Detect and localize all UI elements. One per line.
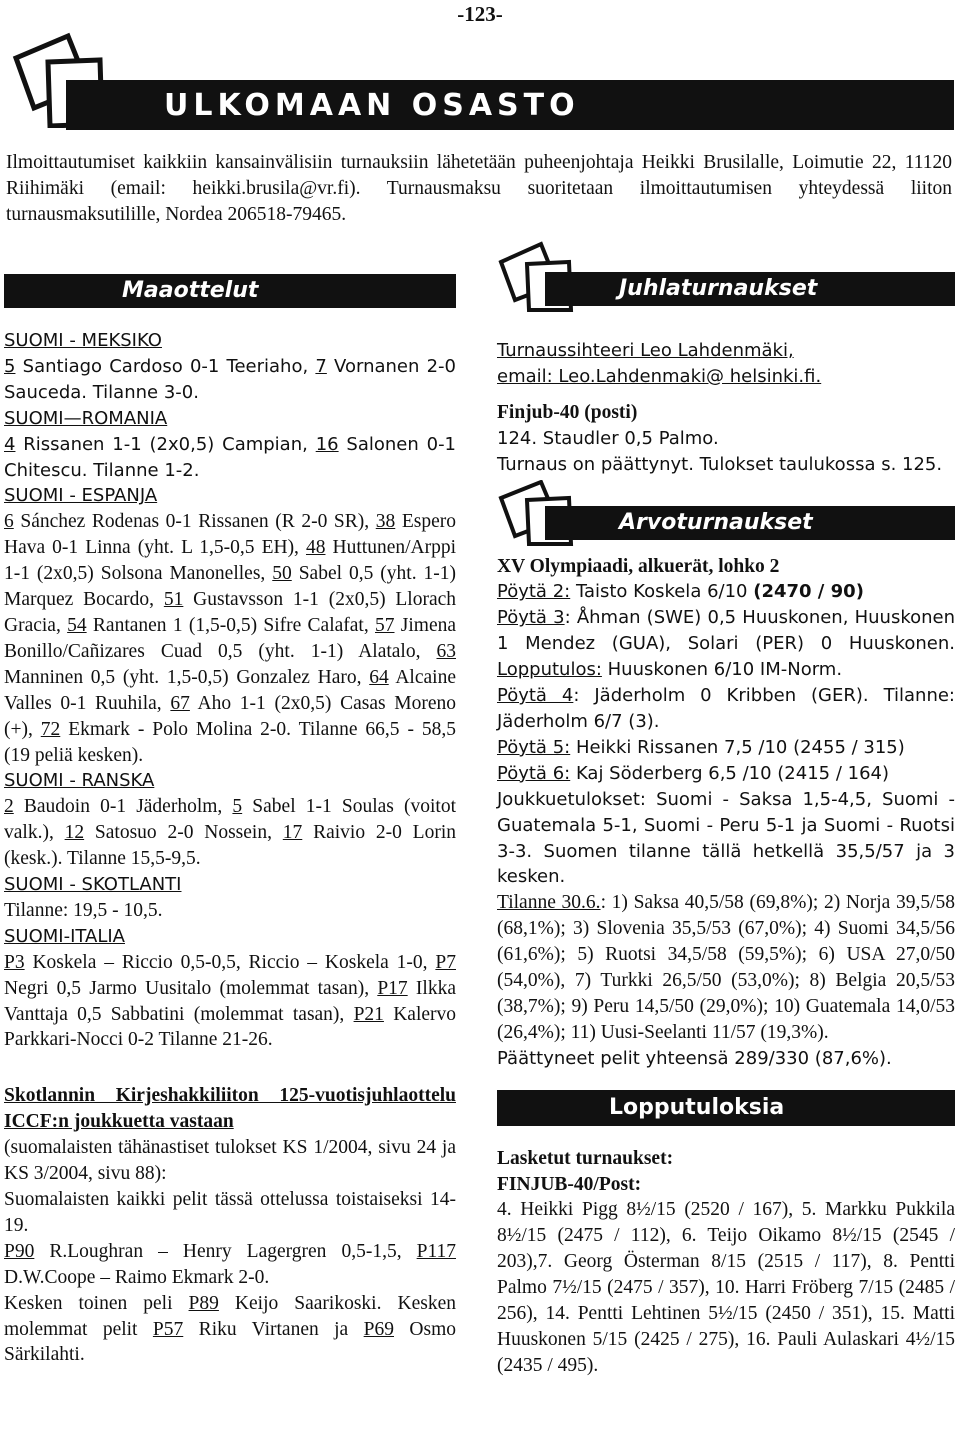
match-title-meksiko: SUOMI - MEKSIKO	[4, 330, 162, 351]
skotlanti125-summary: Suomalaisten kaikki pelit tässä ottelussa toistaiseksi 14-19.	[4, 1189, 456, 1236]
section-banner	[6, 32, 954, 130]
standings: Tilanne 30.6.: 1) Saksa 40,5/58 (69,8%); 2) Norja 39,5/58 (68,1%); 3) Slovenia 35,5/53 (67,0%); 4) Suomi 34,5/56 (61,6%); 5) Ruotsi 34,5/58 (59,5%); 6) USA 27,0/50 (54,0%), 7) Turkki 26,5/50 (53,0%); 8) Belgia 20,5/53 (38,7%); 9) Peru 14,5/50 (29,0%); 10) Guatemala 14,0/53 (26,4%); 11) Uusi-Seelanti 11/57 (19,3%).	[497, 892, 955, 1043]
juhlaturnaukset-header	[497, 240, 955, 312]
finjub-line2: Turnaus on päättynyt. Tulokset taulukossa s. 125.	[497, 453, 943, 475]
match-title-ranska: SUOMI - RANSKA	[4, 770, 155, 792]
intro-paragraph: Ilmoittautumiset kaikkiin kansainvälisiin turnauksiin lähetetään puheenjohtaja Heikki Brusilalle, Loimutie 22, 11120 Riihimäki (email: heikki.brusila@vr.fi). Turnausmaksu suoritetaan ilmoittautumisen yhteydessä liiton turnausmaksutilille, Nordea 206518-79465.	[6, 152, 952, 225]
match-results-italia: P3 Koskela – Riccio 0,5-0,5, Riccio – Koskela 1-0, P7 Negri 0,5 Jarmo Uusitalo (molemmat tasan), P17 Ilkka Vanttaja 0,5 Sabbatini (molemmat tasan), P21 Kalervo Parkkari-Nocci 0-2 Tilanne 21-26.	[4, 951, 457, 1051]
table-6: Pöytä 6: Kaj Söderberg 6,5 /10 (2415 / 164)	[497, 762, 890, 784]
match-title-espanja: SUOMI - ESPANJA	[4, 485, 158, 507]
table-5: Pöytä 5: Heikki Rissanen 7,5 /10 (2455 / 315)	[497, 736, 905, 758]
banner-title: ULKOMAAN OSASTO	[164, 88, 580, 123]
lopputuloksia-title: Lopputuloksia	[609, 1094, 785, 1120]
match-results-romania: 4 Rissanen 1-1 (2x0,5) Campian, 16 Salonen 0-1 Chitescu. Tilanne 1-2.	[4, 433, 457, 481]
arvoturnaukset-title: Arvoturnaukset	[619, 509, 813, 535]
match-title-skotlanti: SUOMI - SKOTLANTI	[4, 874, 182, 896]
calc-title: Lasketut turnaukset:	[497, 1147, 674, 1169]
match-results-skotlanti: Tilanne: 19,5 - 10,5.	[4, 899, 163, 921]
finjub-line1: 124. Staudler 0,5 Palmo.	[497, 427, 719, 449]
right-column	[497, 240, 955, 1379]
left-column	[4, 268, 456, 1368]
juhlaturnaukset-title: Juhlaturnaukset	[619, 276, 818, 301]
finjub-title: Finjub-40 (posti)	[497, 401, 638, 423]
arvoturnaukset-header	[497, 480, 955, 546]
ended-games: Päättyneet pelit yhteensä 289/330 (87,6%).	[497, 1047, 892, 1069]
juhla-contact-email: email: Leo.Lahdenmaki@ helsinki.fi.	[497, 365, 822, 387]
juhla-contact-name: Turnaussihteeri Leo Lahdenmäki,	[497, 340, 794, 361]
table-3: Pöytä 3: Åhman (SWE) 0,5 Huuskonen, Huuskonen 1 Mendez (GUA), Solari (PER) 0 Huuskonen. Lopputulos: Huuskonen 6/10 IM-Norm.	[497, 607, 956, 681]
maaottelut-header	[4, 268, 456, 314]
match-results-espanja: 6 Sánchez Rodenas 0-1 Rissanen (R 2-0 SR), 38 Espero Hava 0-1 Linna (yht. L 1,5-0,5 EH), 48 Huttunen/Arppi 1-1 (2x0,5) Solsona Manonelles, 50 Sabel 0,5 (yht. 1-1) Marquez Bocardo, 51 Gustavsson 1-1 (2x0,5) Llorach Gracia, 54 Rantanen 1 (1,5-0,5) Sifre Calafat, 57 Jimena Bonillo/Cañizares Cuad 0,5 (yht. 1-1) Alatalo, 63 Manninen 0,5 (yht. 1,5-0,5) Gonzalez Haro, 64 Alcaine Valles 0-1 Ruuhila, 67 Aho 1-1 (2x0,5) Casas Moreno (+), 72 Ekmark - Polo Molina 2-0. Tilanne 66,5 - 58,5 (19 peliä kesken).	[4, 511, 457, 766]
match-title-romania: SUOMI—ROMANIA	[4, 407, 168, 429]
match-title-italia: SUOMI-ITALIA	[4, 925, 125, 947]
match-results-ranska: 2 Baudoin 0-1 Jäderholm, 5 Sabel 1-1 Soulas (voitot valk.), 12 Satosuo 2-0 Nossein, 17 Raivio 2-0 Lorin (kesk.). Tilanne 15,5-9,5.	[4, 796, 456, 870]
maaottelut-title: Maaottelut	[122, 278, 259, 303]
table-4: Pöytä 4: Jäderholm 0 Kribben (GER). Tilanne: Jäderholm 6/7 (3).	[497, 685, 955, 732]
finjub-post-title: FINJUB-40/Post:	[497, 1173, 642, 1195]
lopputuloksia-header	[497, 1088, 955, 1130]
page-number: -123-	[457, 2, 503, 26]
team-results: Joukkuetulokset: Suomi - Saksa 1,5-4,5, Suomi - Guatemala 5-1, Suomi - Peru 5-1 ja Suomi - Ruotsi 3-3. Suomen tilanne tällä hetkellä 35,5/57 ja 3 kesken.	[497, 788, 955, 888]
skotlanti125-results: P90 R.Loughran – Henry Lagergren 0,5-1,5, P117 D.W.Coope – Raimo Ekmark 2-0.	[4, 1240, 456, 1288]
olympiad-title: XV Olympiaadi, alkuerät, lohko 2	[497, 555, 780, 577]
skotlanti125-title: Skotlannin Kirjeshakkiliiton 125-vuotisjuhlaottelu ICCF:n joukkuetta vastaan	[4, 1085, 456, 1133]
final-results: 4. Heikki Pigg 8½/15 (2520 / 167), 5. Markku Pukkila 8½/15 (2475 / 112), 6. Teijo Oikamo 8½/15 (2545 / 203),7. Georg Österman 8/15 (2515 / 117), 8. Pentti Palmo 7½/15 (2475 / 357), 10. Harri Fröberg 7/15 (2485 / 256), 14. Pentti Lehtinen 5½/15 (2450 / 351), 15. Matti Huuskonen 5/15 (2425 / 275), 16. Pauli Aulaskari 4½/15 (2435 / 495).	[497, 1199, 955, 1376]
skotlanti125-ref: (suomalaisten tähänastiset tulokset KS 1/2004, sivu 24 ja KS 3/2004, sivu 88):	[4, 1137, 456, 1185]
skotlanti125-pending: Kesken toinen peli P89 Keijo Saarikoski. Kesken molemmat pelit P57 Riku Virtanen ja P69 Osmo Särkilahti.	[4, 1292, 457, 1366]
table-2: Pöytä 2: Taisto Koskela 6/10 (2470 / 90)	[497, 581, 864, 603]
match-results-meksiko: 5 Santiago Cardoso 0-1 Teeriaho, 7 Vornanen 2-0 Sauceda. Tilanne 3-0.	[4, 355, 456, 403]
